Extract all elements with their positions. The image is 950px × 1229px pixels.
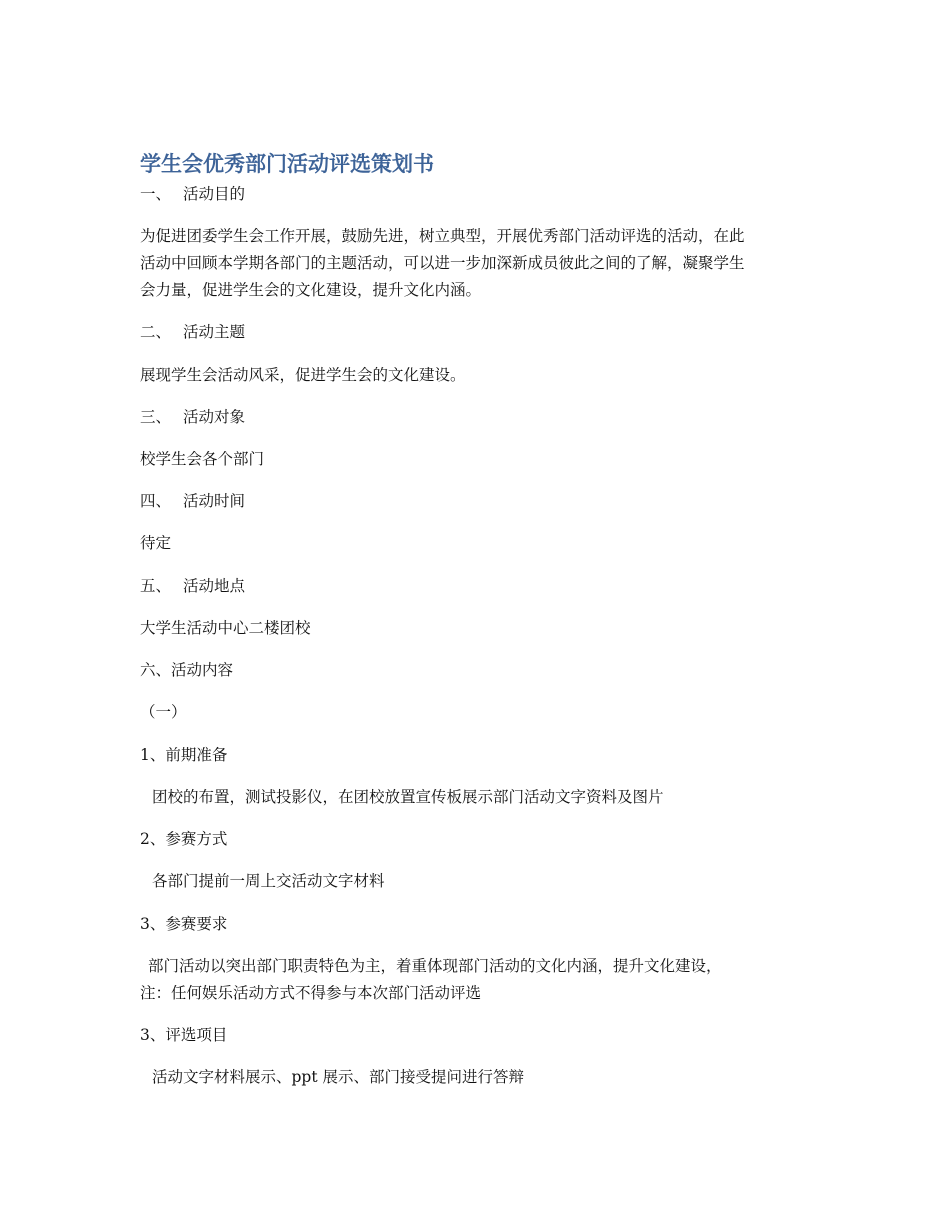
subsection-label: （一） [140, 703, 187, 721]
section-body-5: 大学生活动中心二楼团校 [140, 619, 311, 637]
section-body-2: 展现学生会活动风采，促进学生会的文化建设。 [140, 366, 466, 384]
section-number: 二、 [140, 323, 172, 341]
item-body-4: 活动文字材料展示、ppt 展示、部门接受提问进行答辩 [152, 1068, 525, 1086]
item-body-3-line-2: 注：任何娱乐活动方式不得参与本次部门活动评选 [140, 984, 482, 1002]
section-heading-6: 六、活动内容 [140, 661, 234, 679]
section-title: 活动对象 [183, 408, 246, 426]
section-body-4: 待定 [140, 534, 172, 552]
item-body-2: 各部门提前一周上交活动文字材料 [152, 872, 385, 890]
item-heading-4: 3、评选项目 [140, 1026, 228, 1044]
section-heading-5 [140, 573, 245, 600]
section-title: 活动时间 [183, 492, 246, 510]
item-heading-2: 2、参赛方式 [140, 830, 228, 848]
item-body-3-line-1: 部门活动以突出部门职责特色为主，着重体现部门活动的文化内涵，提升文化建设， [148, 957, 722, 975]
paragraph-line: 活动中回顾本学期各部门的主题活动，可以进一步加深新成员彼此之间的了解，凝聚学生 [140, 254, 745, 272]
section-heading-3 [140, 404, 245, 431]
section-heading-2 [140, 319, 245, 346]
item-body-1: 团校的布置，测试投影仪，在团校放置宣传板展示部门活动文字资料及图片 [152, 788, 664, 806]
paragraph-line: 为促进团委学生会工作开展，鼓励先进，树立典型，开展优秀部门活动评选的活动，在此 [140, 227, 745, 245]
section-number: 五、 [140, 577, 172, 595]
section-number: 一、 [140, 185, 172, 203]
section-title: 活动主题 [183, 323, 246, 341]
document-title: 学生会优秀部门活动评选策划书 [140, 152, 434, 176]
section-heading-1 [140, 181, 245, 208]
item-heading-3: 3、参赛要求 [140, 915, 228, 933]
section-title: 活动目的 [183, 185, 246, 203]
section-number: 四、 [140, 492, 172, 510]
section-title: 活动地点 [183, 577, 246, 595]
section-heading-4 [140, 488, 245, 515]
item-heading-1: 1、前期准备 [140, 746, 228, 764]
paragraph-line: 会力量，促进学生会的文化建设，提升文化内涵。 [140, 281, 482, 299]
section-body-1 [140, 223, 820, 304]
section-number: 三、 [140, 408, 172, 426]
section-body-3: 校学生会各个部门 [140, 450, 265, 468]
